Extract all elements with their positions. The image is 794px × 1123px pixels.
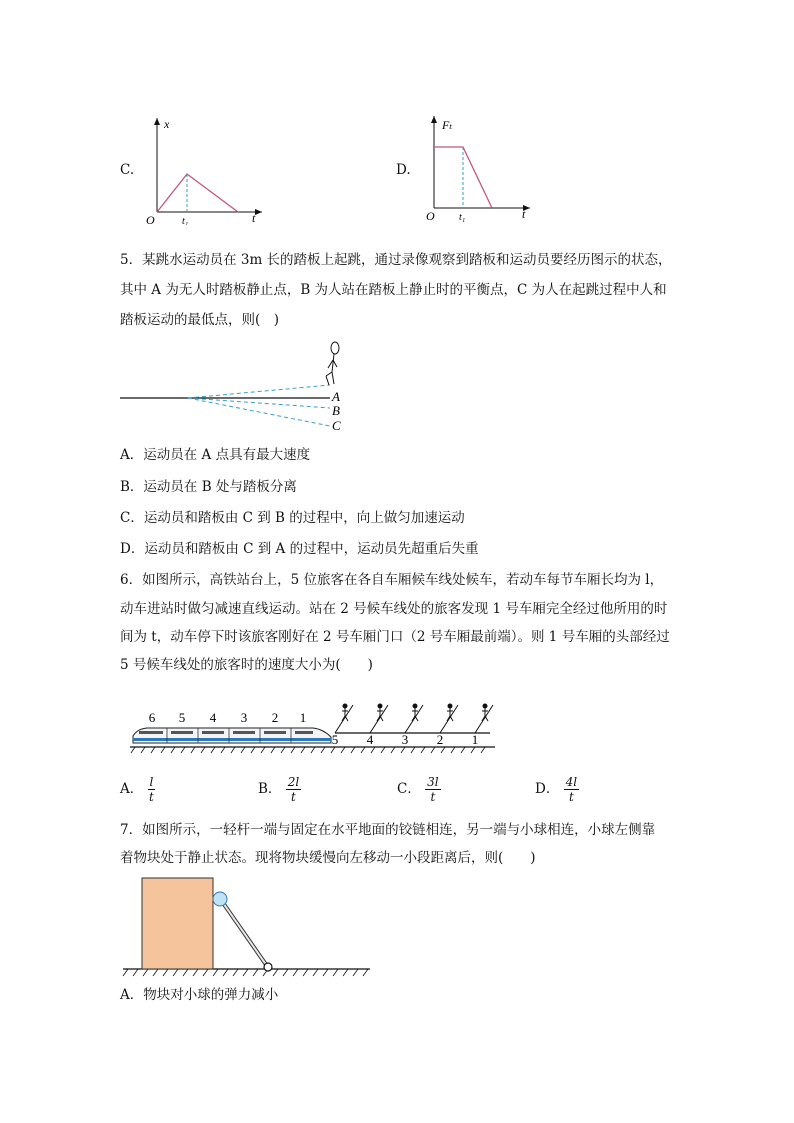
- q5-line2: 其中 A 为无人时踏板静止点，B 为人站在踏板上静止时的平衡点，C 为人在起跳过程中人和: [120, 282, 667, 298]
- q7-line1: 7．如图所示，一轻杆一端与固定在水平地面的铰链相连，另一端与小球相连，小球左侧靠: [120, 822, 656, 838]
- graph-d-origin: O: [426, 209, 435, 223]
- graph-d: [420, 110, 540, 225]
- q5-line3: 踏板运动的最低点，则( ): [120, 312, 280, 328]
- graph-c-origin: O: [146, 213, 155, 225]
- graph-c-xlabel: t: [252, 211, 256, 225]
- q6-option-a[interactable]: A． $\frac{l}{t}$: [120, 775, 154, 804]
- label-a: A: [332, 389, 340, 404]
- diving-board-diagram: [118, 338, 358, 438]
- floor-hatch: [123, 969, 368, 976]
- q6-line4: 5 号候车线处的旅客时的速度大小为( ): [120, 657, 373, 673]
- label-b: B: [332, 403, 340, 418]
- graph-c-curve: [157, 174, 238, 212]
- passengers: [342, 704, 488, 721]
- graph-c-ylabel: x: [164, 117, 170, 131]
- q6-option-d[interactable]: D． $\frac{4l}{t}$: [535, 775, 578, 804]
- block-rod-diagram: [120, 872, 375, 984]
- car-1: 1: [299, 710, 307, 725]
- label-c: C: [332, 418, 341, 433]
- option-c-label: C.: [120, 162, 135, 178]
- q7-line2: 着物块处于静止状态。现将物块缓慢向左移动一小段距离后，则( ): [120, 850, 536, 866]
- option-d-label: D.: [396, 162, 411, 178]
- q5-option-a[interactable]: A．运动员在 A 点具有最大速度: [120, 447, 311, 463]
- ball: [213, 892, 227, 906]
- block: [142, 878, 213, 969]
- car-3: 3: [240, 710, 248, 725]
- graph-d-ylabel: Fₜ: [442, 118, 453, 132]
- ground-hatch: [131, 747, 485, 753]
- waiting-lines: [335, 705, 493, 733]
- q6-option-c[interactable]: C． $\frac{3l}{t}$: [397, 775, 439, 804]
- line-3: 3: [401, 732, 409, 747]
- car-2: 2: [271, 710, 279, 725]
- train-diagram: [125, 700, 500, 760]
- q5-option-d[interactable]: D．运动员和踏板由 C 到 A 的过程中，运动员先超重后失重: [120, 541, 479, 557]
- car-5: 5: [178, 710, 186, 725]
- hinge: [264, 963, 272, 971]
- car-4: 4: [209, 710, 217, 725]
- line-2: 2: [436, 732, 444, 747]
- q6-line1: 6．如图所示，高铁站台上，5 位旅客在各自车厢候车线处候车，若动车每节车厢长均为 l，: [120, 572, 664, 588]
- graph-c: [140, 110, 270, 225]
- train-stripe: [133, 738, 331, 741]
- line-5: 5: [331, 732, 339, 747]
- q6-line3: 间为 t，动车停下时该旅客刚好在 2 号车厢门口（2 号车厢最前端）。则 1 号车厢的头部经过: [120, 629, 670, 645]
- graph-c-tick: t₁: [182, 216, 189, 225]
- dash-a: [188, 385, 330, 398]
- q5-option-c[interactable]: C．运动员和踏板由 C 到 B 的过程中，向上做匀加速运动: [120, 510, 465, 526]
- dash-b: [188, 398, 330, 408]
- car-6: 6: [148, 710, 156, 725]
- q5-option-b[interactable]: B．运动员在 B 处与踏板分离: [120, 479, 297, 495]
- line-1: 1: [471, 732, 479, 747]
- line-4: 4: [366, 732, 374, 747]
- q5-line1: 5．某跳水运动员在 3m 长的踏板上起跳，通过录像观察到踏板和运动员要经历图示的状态，: [120, 252, 672, 268]
- q6-option-b[interactable]: B． $\frac{2l}{t}$: [258, 775, 300, 804]
- q6-line2: 动车进站时做匀减速直线运动。站在 2 号候车线处的旅客发现 1 号车厢完全经过他所用的时: [120, 601, 668, 617]
- dash-c: [188, 398, 330, 426]
- q7-option-a[interactable]: A．物块对小球的弹力减小: [120, 987, 279, 1003]
- diver-figure: [326, 342, 339, 385]
- graph-d-tick: t₁: [459, 212, 466, 223]
- graph-d-xlabel: t: [522, 207, 526, 221]
